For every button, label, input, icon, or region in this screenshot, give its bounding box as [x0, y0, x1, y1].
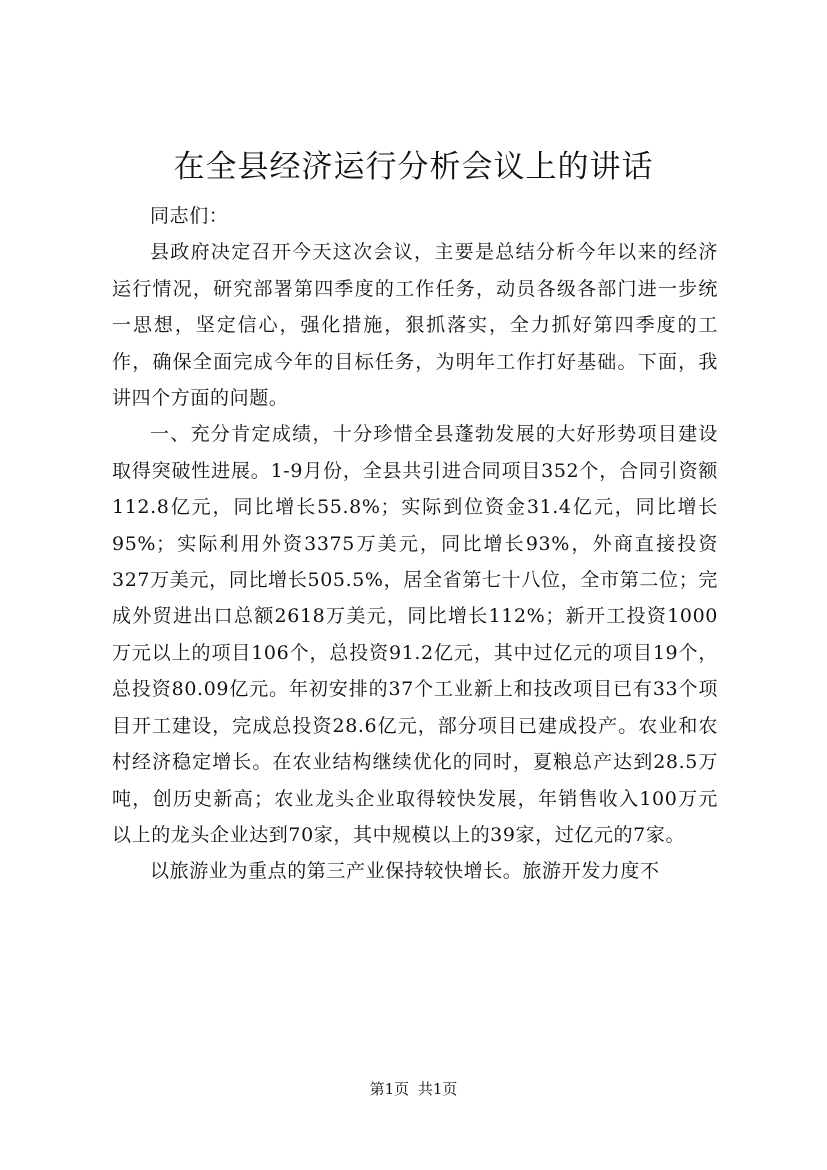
- page-total: 共1页: [417, 1080, 458, 1098]
- tourism-paragraph: 以旅游业为重点的第三产业保持较快增长。旅游开发力度不: [150, 860, 660, 883]
- intro-paragraph: 县政府决定召开今天这次会议，主要是总结分析今年以来的经济运行情况，研究部署第四季度的工作任务，动员各级各部门进一步统一思想，坚定信心，强化措施，狠抓落实，全力抓好第四季度的工作，确保全面完成今年的目标任务，为明年工作打好基础。下面，我讲四个方面的问题。: [112, 241, 718, 410]
- achievements-paragraph: 一、充分肯定成绩，十分珍惜全县蓬勃发展的大好形势项目建设取得突破性进展。1-9月份，全县共引进合同项目352个，合同引资额112.8亿元，同比增长55.8%；实际到位资金31.4亿元，同比增长95%；实际利用外资3375万美元，同比增长93%，外商直接投资327万美元，同比增长505.5%，居全省第七十八位，全市第二位；完成外贸进出口总额2618万美元，同比增长112%；新开工投资1000万元以上的项目106个，总投资91.2亿元，其中过亿元的项目19个，总投资80.09亿元。年初安排的37个工业新上和技改项目已有33个项目开工建设，完成总投资28.6亿元，部分项目已建成投产。农业和农村经济稳定增长。在农业结构继续优化的同时，夏粮总产达到28.5万吨，创历史新高；农业龙头企业取得较快发展，年销售收入100万元以上的龙头企业达到70家，其中规模以上的39家，过亿元的7家。: [112, 423, 718, 846]
- document-title: 在全县经济运行分析会议上的讲话: [173, 149, 654, 185]
- document-body: [112, 198, 718, 890]
- salutation-paragraph: 同志们：: [150, 205, 229, 227]
- page-footer: [0, 1079, 827, 1099]
- page-number: 第1页: [369, 1080, 410, 1098]
